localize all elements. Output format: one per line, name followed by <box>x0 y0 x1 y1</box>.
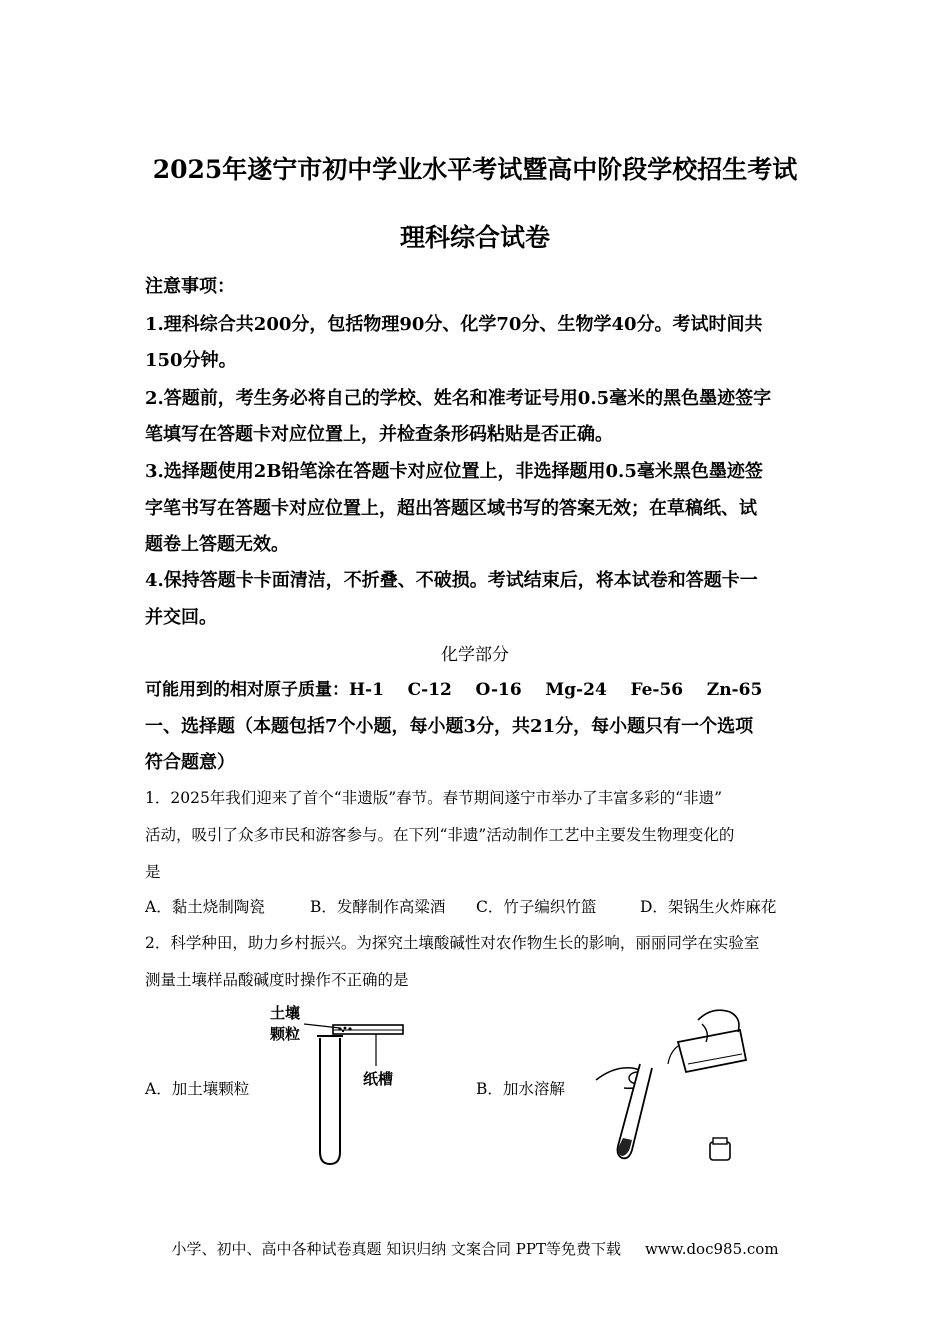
notice-line: 1.理科综合共200分，包括物理90分、化学70分、生物学40分。考试时间共 <box>145 314 763 335</box>
question-2-text: 2．科学种田，助力乡村振兴。为探究土壤酸碱性对农作物生长的影响，丽丽同学在实验室 <box>145 934 760 952</box>
soil-label-line2: 颗粒 <box>270 1025 301 1043</box>
part-one-heading: 一、选择题（本题包括7个小题，每小题3分，共21分，每小题只有一个选项 <box>145 716 754 737</box>
notice-heading: 注意事项： <box>145 276 235 297</box>
pour-water-figure <box>590 1002 760 1167</box>
notice-line: 题卷上答题无效。 <box>145 534 289 555</box>
exam-title: 2025年遂宁市初中学业水平考试暨高中阶段学校招生考试 <box>152 155 798 184</box>
footer-text: 小学、初中、高中各种试卷真题 知识归纳 文案合同 PPT等免费下载 <box>171 1240 621 1258</box>
notice-line: 并交回。 <box>145 607 217 628</box>
q2-option-a: A．加土壤颗粒 <box>145 1080 250 1098</box>
option-a: A．黏土烧制陶瓷 <box>145 898 265 916</box>
section-title: 化学部分 <box>441 645 509 665</box>
paper-trough-label: 纸槽 <box>363 1070 394 1088</box>
notice-line: 2.答题前，考生务必将自己的学校、姓名和准考证号用0.5毫米的黑色墨迹签字 <box>145 388 772 409</box>
footer-url[interactable]: www.doc985.com <box>644 1240 779 1258</box>
question-2-text: 测量土壤样品酸碱度时操作不正确的是 <box>145 971 409 989</box>
notice-line: 150分钟。 <box>145 350 237 371</box>
question-1-text: 是 <box>145 863 161 881</box>
part-one-heading-cont: 符合题意） <box>145 752 235 773</box>
test-tube-drawing <box>266 1000 416 1170</box>
option-d: D．架锅生火炸麻花 <box>640 898 777 916</box>
notice-line: 字笔书写在答题卡对应位置上，超出答题区域书写的答案无效；在草稿纸、试 <box>145 498 757 519</box>
question-1-text: 1．2025年我们迎来了首个“非遗版”春节。春节期间遂宁市举办了丰富多彩的“非遗” <box>145 789 723 807</box>
atomic-masses-text: 可能用到的相对原子质量：H-1 C-12 O-16 Mg-24 Fe-56 Zn-65 <box>145 680 763 700</box>
notice-line: 3.选择题使用2B铅笔涂在答题卡对应位置上，非选择题用0.5毫米黑色墨迹签 <box>145 461 763 482</box>
page-footer <box>0 1238 950 1259</box>
test-tube-paper-trough-figure <box>266 1000 416 1170</box>
notice-line: 4.保持答题卡卡面清洁，不折叠、不破损。考试结束后，将本试卷和答题卡一 <box>145 570 758 591</box>
notice-line: 笔填写在答题卡对应位置上，并检查条形码粘贴是否正确。 <box>145 424 613 445</box>
option-c: C．竹子编织竹篮 <box>476 898 597 916</box>
soil-label-line1: 土壤 <box>270 1004 301 1022</box>
question-1-text: 活动，吸引了众多市民和游客参与。在下列“非遗”活动制作工艺中主要发生物理变化的 <box>145 826 735 844</box>
q2-option-b: B．加水溶解 <box>476 1080 565 1098</box>
exam-subtitle: 理科综合试卷 <box>399 223 550 252</box>
atomic-masses <box>145 675 762 700</box>
option-b: B．发酵制作高粱酒 <box>310 898 446 916</box>
